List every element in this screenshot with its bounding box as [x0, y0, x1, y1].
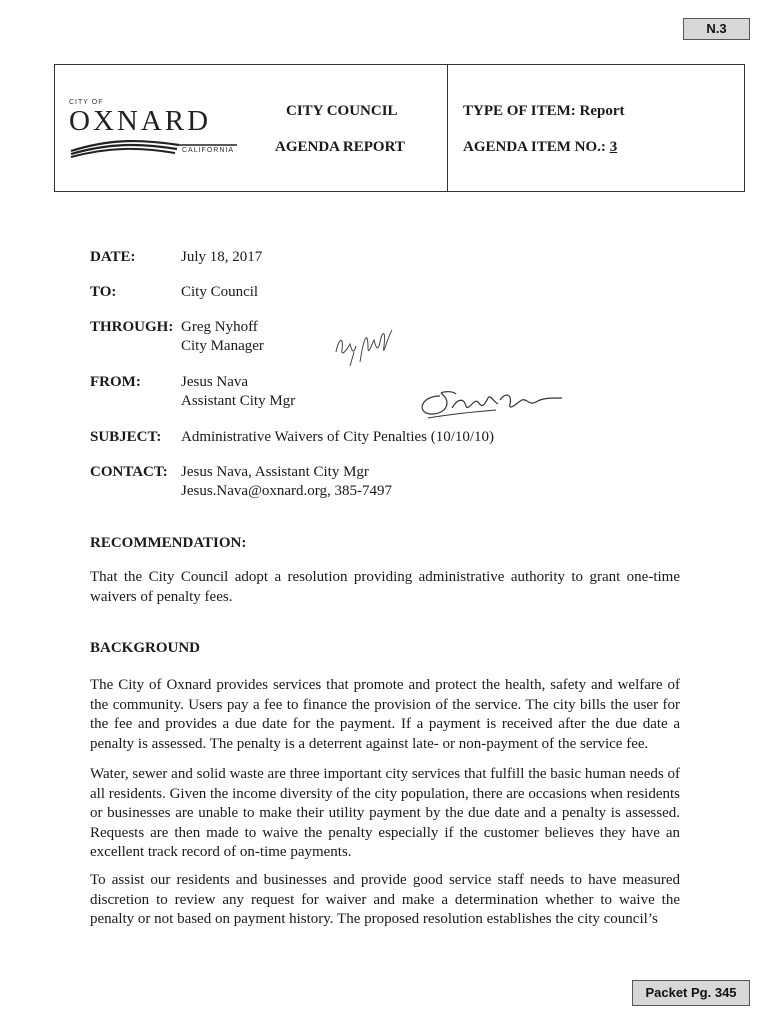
agenda-item-label: AGENDA ITEM NO.:	[463, 139, 610, 155]
to-label: TO:	[90, 284, 117, 300]
header-type-of-item: TYPE OF ITEM: Report	[463, 103, 625, 119]
header-agenda-report: AGENDA REPORT	[275, 139, 405, 155]
through-label: THROUGH:	[90, 319, 174, 335]
subject-label: SUBJECT:	[90, 429, 162, 445]
recommendation-heading: RECOMMENDATION:	[90, 535, 247, 551]
contact-label: CONTACT:	[90, 464, 168, 480]
contact-line2: Jesus.Nava@oxnard.org, 385-7497	[181, 483, 393, 499]
date-value: July 18, 2017	[181, 249, 263, 265]
header-divider	[447, 65, 448, 191]
logo-city-name: OXNARD	[69, 105, 212, 137]
page-tag-top: N.3	[683, 18, 750, 40]
header-agenda-item	[463, 139, 617, 156]
background-heading: BACKGROUND	[90, 640, 201, 656]
report-header	[54, 64, 745, 192]
background-paragraph-2: Water, sewer and solid waste are three important city services that fulfill the basic human needs of all residents. Given the income diversity of the city population, there are occasions when residents or businesses are unable to make their utility payment by the due date and a penalty is assessed. Requests are then made to waive the penalty especially if the customer believes they have an excellent track record of on-time payments.	[90, 766, 680, 860]
signature-assistant-icon	[412, 384, 568, 424]
logo-city-of: CITY OF	[69, 99, 104, 106]
city-logo	[69, 99, 239, 159]
background-paragraph-1: The City of Oxnard provides services that promote and protect the health, safety and welfare of the community. Users pay a fee to finance the provision of the service. The city bills the user for the fee and provides a due date for the payment. If a payment is received after the due date a penalty is assessed. The penalty is a deterrent against late- or non-payment of the service fee.	[90, 677, 680, 752]
contact-line1: Jesus Nava, Assistant City Mgr	[181, 464, 369, 480]
from-title: Assistant City Mgr	[181, 393, 296, 409]
logo-state: CALIFORNIA	[182, 147, 235, 154]
date-label: DATE:	[90, 249, 136, 265]
packet-page-tag: Packet Pg. 345	[632, 980, 750, 1006]
recommendation-text: That the City Council adopt a resolution providing administrative authority to grant one-time waivers of penalty fees.	[90, 569, 680, 605]
signature-manager-icon	[330, 322, 400, 370]
agenda-item-number: 3	[609, 139, 618, 155]
from-name: Jesus Nava	[181, 374, 249, 390]
header-city-council: CITY COUNCIL	[286, 103, 398, 119]
through-name: Greg Nyhoff	[181, 319, 258, 335]
background-paragraph-3: To assist our residents and businesses and provide good service staff needs to have measured discretion to review any request for waiver and make a determination whether to waive the penalty or not based on payment history. The proposed resolution establishes the city council’s	[90, 872, 680, 927]
through-title: City Manager	[181, 338, 264, 354]
from-label: FROM:	[90, 374, 141, 390]
to-value: City Council	[181, 284, 259, 300]
subject-value: Administrative Waivers of City Penalties (10/10/10)	[181, 429, 495, 445]
